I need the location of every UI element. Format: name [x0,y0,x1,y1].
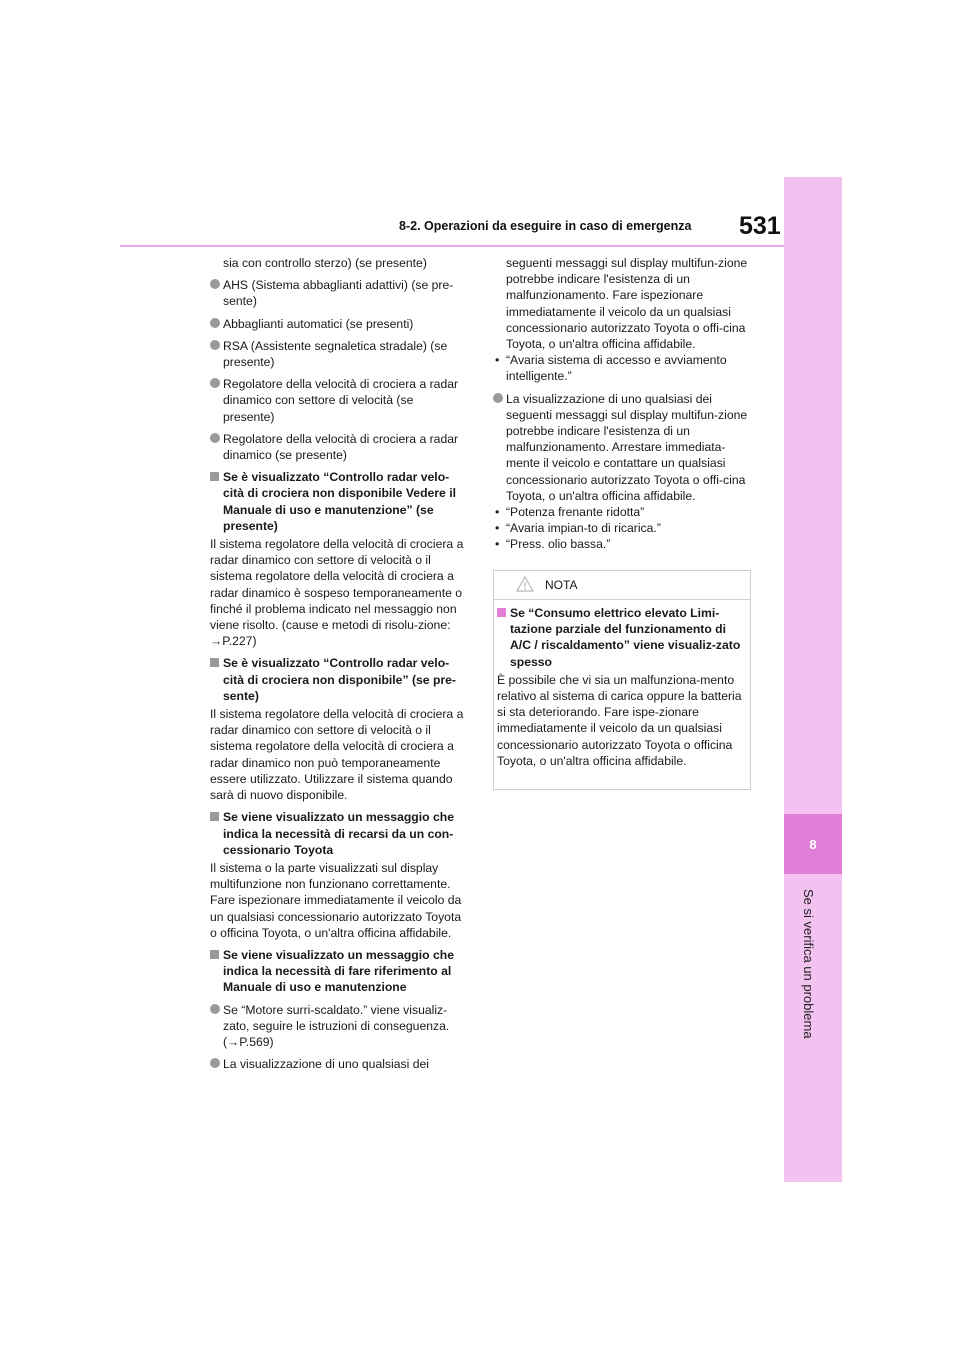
dash-list-item [493,504,751,520]
square-bullet-icon [210,812,219,821]
subsection-heading [210,809,468,858]
bullet-dot-icon [210,318,220,328]
list-item-text: AHS (Sistema abbaglianti adattivi) (se pre-sente) [223,278,454,309]
note-box [493,570,751,790]
list-item [210,431,468,463]
list-item-text: “Potenza frenante ridotta” [506,505,645,520]
small-bullet-icon: • [495,353,500,368]
list-item-text: “Avaria sistema di accesso e avviamento intelligente.” [506,353,727,384]
list-item-text: “Press. olio bassa.” [506,537,611,552]
heading-text: Se viene visualizzato un messaggio che indica la necessità di recarsi da un con-cessionario Toyota [223,810,454,857]
subsection-heading [497,605,747,670]
continued-text: sia con controllo sterzo) (se presente) [223,256,427,270]
dash-list-item [493,536,751,552]
list-item-text: Abbaglianti automatici (se presenti) [223,316,414,331]
list-item-text: “Avaria impian-to di ricarica.” [506,521,661,536]
bullet-dot-icon [210,340,220,350]
note-header [494,571,750,600]
list-item-text: Se “Motore surri-scaldato.” viene visualiz-zato, seguire le istruzioni di conseguenza. (→P.569) [223,1002,450,1049]
note-body [494,600,750,769]
heading-text: Se “Consumo elettrico elevato Limi-tazione parziale del funzionamento di A/C / riscaldamento” viene visualiz-zato spesso [510,606,741,669]
section-title: 8-2. Operazioni da eseguire in caso di emergenza [399,219,692,233]
list-item-text: Regolatore della velocità di crociera a radar dinamico (se presente) [223,431,459,463]
square-bullet-icon [210,950,219,959]
warning-triangle-icon [516,576,534,592]
paragraph: Il sistema regolatore della velocità di crociera a radar dinamico con settore di velocità o il sistema regolatore della velocità di crociera a radar dinamico è sospeso temporaneamente o finché il problema indicato nel messaggio non viene risolto. (cause e metodi di risolu-zione: →P.227) [210,537,464,649]
page-number: 531 [739,212,781,240]
list-item [210,316,468,332]
note-label: NOTA [545,578,578,592]
bullet-dot-icon [210,378,220,388]
chapter-side-tab [784,177,842,1182]
bullet-dot-icon [210,433,220,443]
heading-text: Se è visualizzato “Controllo radar velo-cità di crociera non disponibile” (se pre-sente) [223,656,456,703]
small-bullet-icon: • [495,537,500,552]
list-item [210,1056,468,1072]
bullet-dot-icon [210,1058,220,1068]
square-bullet-icon [497,608,506,617]
bullet-dot-icon [210,279,220,289]
list-item [493,391,751,504]
right-column [493,255,751,553]
paragraph: Il sistema o la parte visualizzati sul display multifunzione non funzionano correttamente. Fare ispezionare immediatamente il veicolo da un qualsiasi concessionario autorizzato Toyota o officina Toyota, o un'altra officina affidabile. [210,860,462,940]
small-bullet-icon: • [495,505,500,520]
chapter-title: Se si verifica un problema [801,889,816,1039]
chapter-number-box [784,814,842,874]
continued-text: seguenti messaggi sul display multifun-zione potrebbe indicare l'esistenza di un malfunzionamento. Fare ispezionare immediatamente il veicolo da un qualsiasi concessionario autorizzato Toyota o offi-cina Toyota, o un'altra officina affidabile. [506,256,748,352]
chapter-number: 8 [809,836,817,852]
paragraph: Il sistema regolatore della velocità di crociera a radar dinamico con settore di velocità o il sistema regolatore della velocità di crociera a radar dinamico non può temporaneamente essere utilizzato. Utilizzare il sistema quando sarà di nuovo disponibile. [210,707,464,803]
subsection-heading [210,469,468,534]
dash-list-item [493,352,751,384]
left-column [210,255,468,1078]
subsection-heading [210,655,468,704]
heading-text: Se viene visualizzato un messaggio che indica la necessità di fare riferimento al Manuale di uso e manutenzione [223,947,454,995]
bullet-dot-icon [493,393,503,403]
list-item [210,376,468,425]
dash-list-item [493,520,751,536]
list-item-text: La visualizzazione di uno qualsiasi dei [223,1057,429,1072]
bullet-dot-icon [210,1004,220,1014]
list-item-text: La visualizzazione di uno qualsiasi dei seguenti messaggi sul display multifun-zione potrebbe indicare l'esistenza di un malfunzionamento. Arrestare immediata-mente il veicolo e contattare un qualsiasi concessionario autorizzato Toyota o offi-cina Toyota, o un'altra officina affidabile. [506,391,748,503]
square-bullet-icon [210,472,219,481]
list-item [210,338,468,370]
heading-text: Se è visualizzato “Controllo radar velo-cità di crociera non disponibile Vedere il Manuale di uso e manutenzione” (se presente) [223,470,456,533]
list-item-text: Regolatore della velocità di crociera a radar dinamico con settore di velocità (se presente) [223,377,459,424]
list-item [210,277,468,309]
list-item-text: RSA (Assistente segnaletica stradale) (se presente) [223,338,448,370]
header-divider [120,245,784,247]
paragraph: È possibile che vi sia un malfunziona-mento relativo al sistema di carica oppure la batteria si sta deteriorando. Fare ispe-zionare immediatamente il veicolo da un qualsiasi concessionario autorizzato Toyota o officina Toyota, o un'altra officina affidabile. [497,672,742,768]
subsection-heading [210,947,468,996]
small-bullet-icon: • [495,521,500,536]
square-bullet-icon [210,658,219,667]
list-item [210,1002,468,1051]
